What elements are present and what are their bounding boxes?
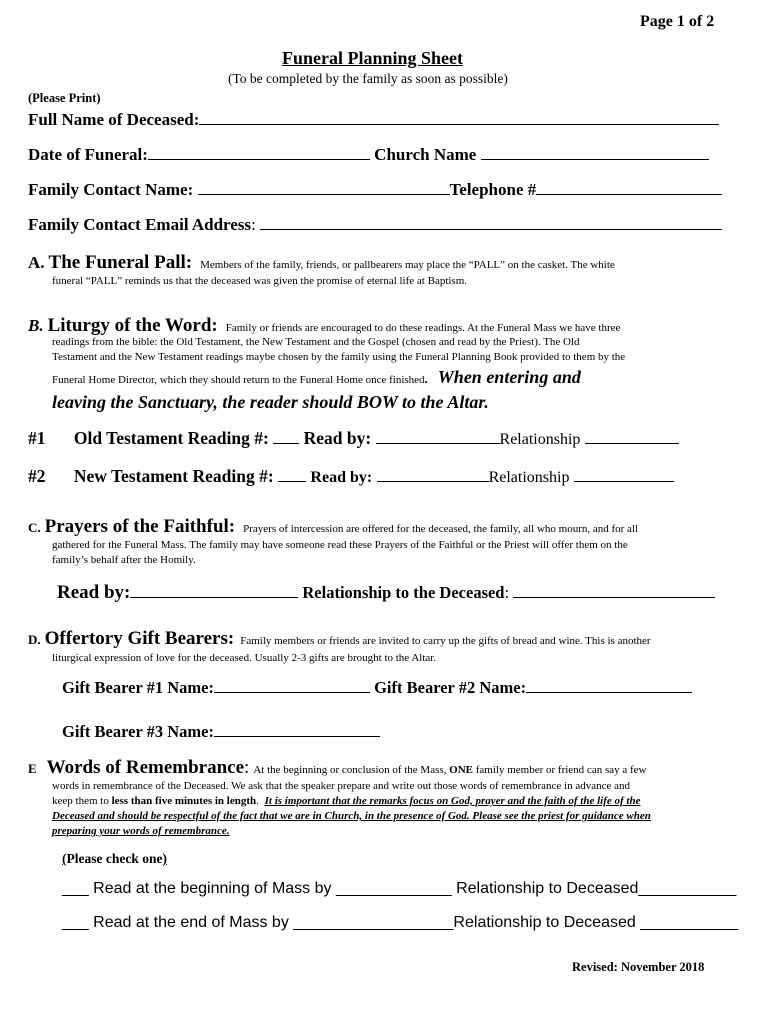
- date-of-funeral-field[interactable]: [148, 145, 370, 160]
- section-c-text: Prayers of intercession are offered for the deceased, the family, all who mourn, and for all: [243, 523, 639, 535]
- section-e-text-2: words in remembrance of the Deceased. We ask that the speaker prepare and write out those words of remembrance in advance and: [52, 780, 631, 792]
- reading-1-label: Old Testament Reading #:: [73, 428, 269, 448]
- section-e-important-3: preparing your words of remembrance.: [52, 825, 230, 837]
- church-name-field[interactable]: [481, 145, 709, 160]
- telephone-field[interactable]: [536, 180, 722, 195]
- section-d-text: Family members or friends are invited to carry up the gifts of bread and wine. This is another: [240, 635, 651, 647]
- date-church-row: [28, 145, 709, 165]
- prayers-read-by-label: Read by:: [57, 582, 131, 603]
- gift-bearer-2-label: Gift Bearer #2 Name:: [374, 678, 527, 697]
- section-e-text-b: family member or friend can say a few: [475, 764, 647, 776]
- contact-row: [28, 180, 722, 200]
- reading-1-relationship-label: Relationship: [499, 431, 581, 448]
- reading-2-label: New Testament Reading #:: [73, 466, 274, 486]
- email-row: [28, 215, 722, 235]
- remembrance-option-beginning[interactable]: ___ Read at the beginning of Mass by _____________ Relationship to Deceased___________: [62, 880, 737, 897]
- prayers-relationship-field[interactable]: [513, 583, 715, 598]
- reading-1-read-by-label: Read by:: [303, 428, 372, 448]
- reading-2-relationship-field[interactable]: [574, 467, 674, 482]
- full-name-row: [28, 110, 719, 130]
- section-c-text-2: gathered for the Funeral Mass. The family may have someone read these Prayers of the Faithful or the Priest will offer them on the: [52, 539, 628, 551]
- section-a-letter: A.: [28, 253, 45, 272]
- reading-1-relationship-field[interactable]: [585, 429, 679, 444]
- reading-2-row: [28, 466, 674, 487]
- date-of-funeral-label: Date of Funeral:: [28, 145, 148, 164]
- gift-bearer-2-field[interactable]: [526, 678, 692, 693]
- reading-2-read-by-field[interactable]: [377, 467, 489, 482]
- reading-1-number-field[interactable]: [273, 429, 299, 444]
- reading-2-number: #2: [28, 466, 46, 486]
- gift-bearer-3-label: Gift Bearer #3 Name:: [62, 722, 214, 741]
- revised-date: Revised: November 2018: [572, 960, 705, 974]
- email-colon: :: [251, 215, 256, 234]
- prayers-read-by-row: Read by: Relationship to the Deceased:: [57, 582, 715, 604]
- section-c-heading: Prayers of the Faithful:: [44, 516, 236, 537]
- full-name-label: Full Name of Deceased:: [28, 110, 200, 129]
- email-label: Family Contact Email Address: [28, 215, 252, 234]
- prayers-read-by-field[interactable]: [130, 583, 298, 598]
- family-contact-label: Family Contact Name:: [28, 180, 194, 199]
- section-b-text-4: Funeral Home Director, which they should return to the Funeral Home once finished: [52, 374, 425, 386]
- gift-bearers-row-1: [62, 678, 692, 698]
- check-one-note: (Please check one): [62, 851, 167, 866]
- section-b-emphasis-1: When entering and: [437, 367, 581, 387]
- full-name-field[interactable]: [199, 110, 719, 125]
- section-d-letter: D.: [28, 632, 41, 647]
- section-e-text-3a: keep them to: [52, 795, 109, 807]
- section-e-important-1: It is important that the remarks focus on God, prayer and the faith of the life of the: [264, 795, 641, 807]
- section-a-text-2: funeral “PALL” reminds us that the deceased was given the promise of eternal life at Baptism.: [52, 275, 468, 287]
- gift-bearer-1-label: Gift Bearer #1 Name:: [62, 678, 214, 697]
- section-a-heading: The Funeral Pall:: [48, 252, 193, 273]
- section-b-text-3: Testament and the New Testament readings maybe chosen by the family using the Funeral Planning Book provided to them by the: [52, 351, 626, 363]
- section-e-important-2: Deceased and should be respectful of the fact that we are in Church, in the presence of God. Please see the priest for guidance when: [52, 810, 651, 822]
- page-title: Funeral Planning Sheet: [282, 48, 464, 68]
- section-b-heading: Liturgy of the Word:: [47, 315, 218, 336]
- section-d-heading: Offertory Gift Bearers:: [44, 628, 235, 649]
- section-e-letter: E: [28, 761, 37, 776]
- section-e-text-3-bold: less than five minutes in length: [111, 795, 257, 807]
- section-c-text-3: family’s behalf after the Homily.: [52, 554, 196, 566]
- reading-2-read-by-label: Read by:: [310, 469, 373, 486]
- gift-bearers-row-2: [62, 722, 380, 742]
- section-e-heading: Words of Remembrance: [46, 757, 245, 778]
- prayers-relationship-label: Relationship to the Deceased: [302, 583, 505, 602]
- section-b-text: Family or friends are encouraged to do these readings. At the Funeral Mass we have three: [225, 322, 621, 334]
- gift-bearer-1-field[interactable]: [214, 678, 370, 693]
- email-field[interactable]: [260, 215, 722, 230]
- section-a-text: Members of the family, friends, or pallbearers may place the “PALL” on the casket. The white: [200, 259, 615, 271]
- church-name-label: Church Name: [374, 145, 477, 164]
- reading-1-number: #1: [28, 428, 46, 448]
- gift-bearer-3-field[interactable]: [214, 722, 380, 737]
- section-b-text-2: readings from the bible: the Old Testament, the New Testament and the Gospel (chosen and read by the Priest). The Old: [52, 336, 580, 348]
- section-e-text-one: ONE: [449, 764, 473, 776]
- page-number: Page 1 of 2: [640, 13, 715, 30]
- reading-2-relationship-label: Relationship: [488, 469, 570, 486]
- section-d-text-2: liturgical expression of love for the deceased. Usually 2-3 gifts are brought to the Altar.: [52, 652, 437, 664]
- telephone-label: Telephone #: [449, 180, 537, 199]
- section-e-text-a: At the beginning or conclusion of the Mass,: [253, 764, 447, 776]
- reading-1-row: [28, 428, 679, 449]
- remembrance-option-end[interactable]: ___ Read at the end of Mass by __________________Relationship to Deceased ___________: [62, 914, 739, 931]
- section-c-letter: C.: [28, 520, 41, 535]
- family-contact-field[interactable]: [198, 180, 450, 195]
- please-print-note: (Please Print): [28, 91, 101, 105]
- page-subtitle: (To be completed by the family as soon as possible): [228, 71, 508, 86]
- reading-1-read-by-field[interactable]: [376, 429, 500, 444]
- section-b-letter: B.: [28, 316, 44, 335]
- reading-2-number-field[interactable]: [278, 467, 306, 482]
- section-b-emphasis-2: leaving the Sanctuary, the reader should BOW to the Altar: [52, 392, 485, 412]
